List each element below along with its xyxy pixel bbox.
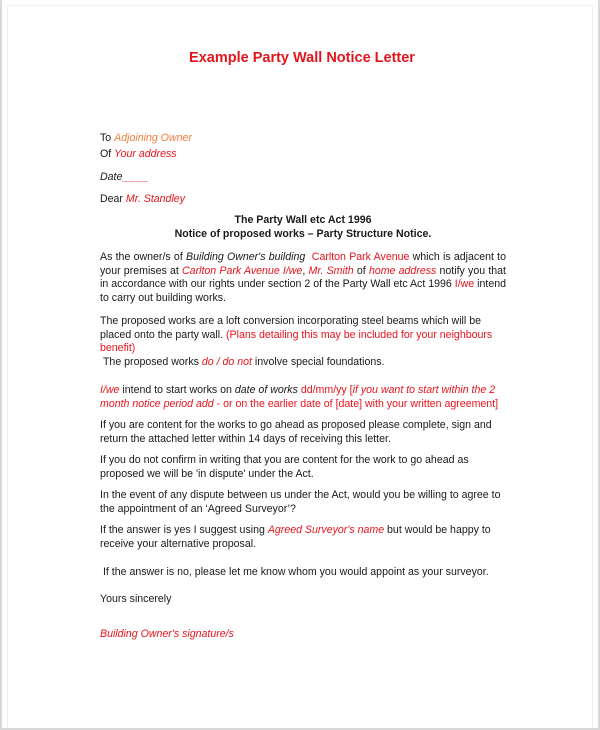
heading-act: The Party Wall etc Act 1996 [234, 214, 372, 226]
text-run: but would be happy to receive your alternative proposal. [100, 524, 491, 550]
text-run: intend to start works on [119, 384, 235, 396]
notice-period-note: if you want to start within the 2 month notice period add [100, 384, 496, 410]
earlier-date-note: - or on the earlier date of [date] with your written agreement] [213, 397, 499, 410]
paragraph-proposed-works [100, 315, 506, 356]
paragraph-start-date [100, 384, 506, 411]
text-run: , [302, 264, 309, 277]
recipient-line [100, 132, 506, 146]
heading-notice: Notice of proposed works – Party Structure Notice. [174, 228, 432, 240]
paragraph-surveyor-no [100, 566, 506, 580]
date-of-works: date of works [234, 384, 298, 396]
text-run: As the owner/s of [100, 251, 187, 263]
i-we-placeholder: I/we [454, 278, 475, 291]
i-we-placeholder: I/we [100, 384, 120, 396]
address-line [100, 148, 506, 162]
text-run: intend to carry out building works. [100, 278, 506, 304]
recipient-name: Adjoining Owner [114, 132, 192, 144]
closing: Yours sincerely [100, 593, 172, 605]
salutation [100, 193, 506, 207]
date-format: dd/mm/yy [ [297, 384, 353, 396]
salutation-name: Mr. Standley [125, 193, 185, 205]
text-run: If the answer is yes I suggest using [100, 524, 268, 536]
paragraph-foundations [100, 356, 506, 370]
text-run: involve special foundations. [251, 356, 385, 368]
date-label: Date [100, 171, 123, 183]
recipient-address: Your address [114, 148, 177, 160]
paragraph-dispute: If you do not confirm in writing that you are content for the work to go ahead as proposed we will be 'in dispute' under the Act. [100, 454, 469, 480]
do-do-not-option: do / do not [201, 356, 252, 368]
paragraph-surveyor-yes [100, 524, 506, 551]
text-run: notify you that in accordance with our rights under section 2 of the Party Wall etc Act 1996 [100, 264, 506, 291]
text-run: If the answer is no, please let me know whom you would appoint as your surveyor. [102, 566, 489, 578]
plans-note: (Plans detailing this may be included for your neighbours benefit) [100, 328, 493, 355]
owner-name: Mr. Smith [308, 264, 354, 277]
of-label: Of [100, 148, 112, 160]
paragraph-consent: If you are content for the works to go ahead as proposed please complete, sign and return the attached letter within 14 days of receiving this letter. [100, 419, 492, 445]
building-owner-building: Building Owner's building [186, 251, 306, 263]
adjacent-property: Carlton Park Avenue [311, 251, 410, 263]
text-run: of [353, 264, 369, 277]
paragraph-agreed-surveyor: In the event of any dispute between us under the Act, would you be willing to agree to the appointment of an ‘Agreed Surveyor’? [100, 489, 501, 515]
signature-placeholder: Building Owner's signature/s [100, 628, 234, 640]
salutation-prefix: Dear [100, 193, 123, 205]
agreed-surveyor-name: Agreed Surveyor's name [267, 524, 385, 536]
text-run: The proposed works [102, 356, 202, 368]
to-label: To [100, 132, 112, 144]
home-address: home address [368, 264, 437, 277]
premises-address: Carlton Park Avenue I/we [182, 264, 303, 277]
text-run: which is adjacent to your premises at [100, 251, 507, 277]
paragraph-ownership [100, 251, 506, 305]
document-title: Example Party Wall Notice Letter [189, 50, 415, 66]
date-line [100, 171, 506, 185]
date-blank: ____ [122, 171, 148, 183]
text-run: The proposed works are a loft conversion incorporating steel beams which will be placed onto the party wall. [100, 315, 481, 341]
